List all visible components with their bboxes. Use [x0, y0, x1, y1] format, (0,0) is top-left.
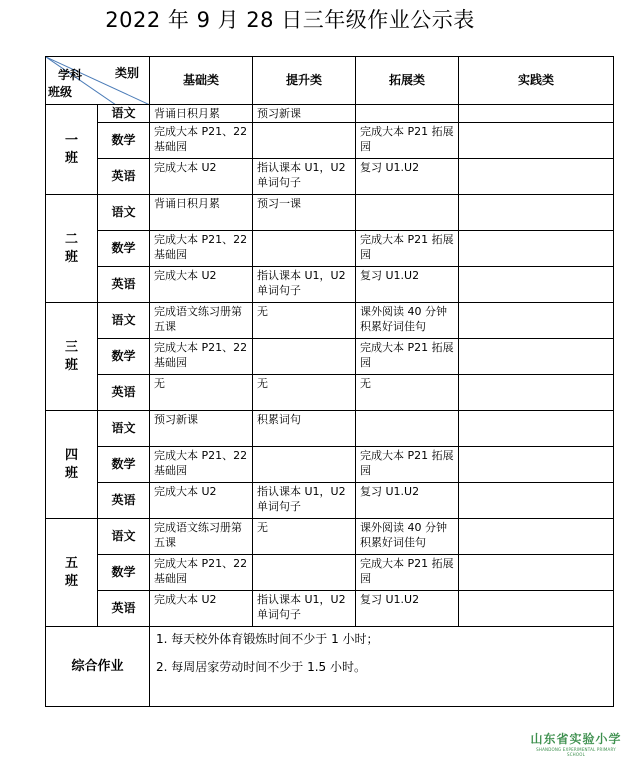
practice-cell — [459, 123, 614, 159]
subject-cell: 语文 — [98, 411, 150, 447]
extend-cell: 复习 U1.U2 — [356, 591, 459, 627]
improve-cell: 指认课本 U1，U2 单词句子 — [253, 159, 356, 195]
table-row — [46, 483, 614, 519]
column-header-practice: 实践类 — [459, 57, 614, 105]
table-row — [46, 591, 614, 627]
column-header-basic: 基础类 — [150, 57, 253, 105]
table-row — [46, 195, 614, 231]
practice-cell — [459, 555, 614, 591]
practice-cell — [459, 339, 614, 375]
basic-cell: 完成语文练习册第五课 — [150, 303, 253, 339]
basic-cell: 完成大本 P21、22 基础园 — [150, 555, 253, 591]
table-row — [46, 375, 614, 411]
logo-name-cn: 山东省实验小学 — [530, 732, 622, 746]
extend-cell: 完成大本 P21 拓展园 — [356, 339, 459, 375]
school-logo — [530, 730, 622, 757]
basic-cell: 预习新课 — [150, 411, 253, 447]
improve-cell: 指认课本 U1，U2 单词句子 — [253, 267, 356, 303]
homework-table — [45, 56, 614, 707]
improve-cell — [253, 339, 356, 375]
subject-cell: 数学 — [98, 123, 150, 159]
table-row — [46, 447, 614, 483]
summary-content — [150, 627, 614, 707]
basic-cell: 完成大本 U2 — [150, 159, 253, 195]
practice-cell — [459, 303, 614, 339]
class-name-cell: 一 班 — [46, 105, 98, 195]
subject-cell: 英语 — [98, 375, 150, 411]
header-diagonal-cell — [46, 57, 150, 105]
subject-cell: 英语 — [98, 159, 150, 195]
column-header-extend: 拓展类 — [356, 57, 459, 105]
summary-label: 综合作业 — [46, 627, 150, 707]
extend-cell — [356, 411, 459, 447]
subject-cell: 英语 — [98, 267, 150, 303]
diag-subject-label: 学科 — [58, 68, 83, 82]
table-row — [46, 231, 614, 267]
practice-cell — [459, 519, 614, 555]
practice-cell — [459, 375, 614, 411]
subject-cell: 语文 — [98, 303, 150, 339]
extend-cell: 完成大本 P21 拓展园 — [356, 123, 459, 159]
logo-name-en: SHANDONG EXPERIMENTAL PRIMARY SCHOOL — [536, 747, 616, 757]
basic-cell: 完成大本 P21、22 基础园 — [150, 339, 253, 375]
extend-cell: 无 — [356, 375, 459, 411]
class-name-cell: 三 班 — [46, 303, 98, 411]
class-name-cell: 五 班 — [46, 519, 98, 627]
basic-cell: 无 — [150, 375, 253, 411]
subject-cell: 英语 — [98, 591, 150, 627]
practice-cell — [459, 105, 614, 123]
subject-cell: 语文 — [98, 519, 150, 555]
diag-class-label: 班级 — [48, 85, 73, 99]
basic-cell: 背诵日积月累 — [150, 195, 253, 231]
subject-cell: 数学 — [98, 447, 150, 483]
class-name-cell: 四 班 — [46, 411, 98, 519]
extend-cell: 复习 U1.U2 — [356, 267, 459, 303]
practice-cell — [459, 447, 614, 483]
improve-cell: 无 — [253, 303, 356, 339]
extend-cell — [356, 105, 459, 123]
extend-cell: 复习 U1.U2 — [356, 483, 459, 519]
practice-cell — [459, 159, 614, 195]
page-title: 2022 年 9 月 28 日三年级作业公示表 — [105, 8, 475, 32]
table-row — [46, 159, 614, 195]
extend-cell: 课外阅读 40 分钟积累好词佳句 — [356, 519, 459, 555]
extend-cell: 完成大本 P21 拓展园 — [356, 447, 459, 483]
table-row — [46, 519, 614, 555]
summary-item: 2. 每周居家劳动时间不少于 1.5 小时。 — [156, 660, 366, 674]
practice-cell — [459, 231, 614, 267]
column-header-improve: 提升类 — [253, 57, 356, 105]
practice-cell — [459, 591, 614, 627]
subject-cell: 语文 — [98, 105, 150, 123]
basic-cell: 完成大本 U2 — [150, 267, 253, 303]
improve-cell: 预习一课 — [253, 195, 356, 231]
table-row — [46, 411, 614, 447]
improve-cell: 积累词句 — [253, 411, 356, 447]
diag-category-label: 类别 — [114, 66, 139, 80]
table-row — [46, 339, 614, 375]
practice-cell — [459, 267, 614, 303]
basic-cell: 完成大本 P21、22 基础园 — [150, 123, 253, 159]
practice-cell — [459, 483, 614, 519]
practice-cell — [459, 195, 614, 231]
subject-cell: 数学 — [98, 339, 150, 375]
basic-cell: 完成大本 P21、22 基础园 — [150, 447, 253, 483]
subject-cell: 数学 — [98, 231, 150, 267]
extend-cell: 复习 U1.U2 — [356, 159, 459, 195]
extend-cell: 课外阅读 40 分钟积累好词佳句 — [356, 303, 459, 339]
extend-cell: 完成大本 P21 拓展园 — [356, 555, 459, 591]
basic-cell: 完成大本 U2 — [150, 483, 253, 519]
table-row — [46, 267, 614, 303]
basic-cell: 背诵日积月累 — [150, 105, 253, 123]
improve-cell — [253, 123, 356, 159]
subject-cell: 英语 — [98, 483, 150, 519]
improve-cell: 指认课本 U1，U2 单词句子 — [253, 591, 356, 627]
table-row — [46, 105, 614, 123]
subject-cell: 语文 — [98, 195, 150, 231]
table-row — [46, 555, 614, 591]
class-name-cell: 二 班 — [46, 195, 98, 303]
extend-cell — [356, 195, 459, 231]
improve-cell — [253, 555, 356, 591]
improve-cell — [253, 231, 356, 267]
basic-cell: 完成大本 U2 — [150, 591, 253, 627]
table-row — [46, 123, 614, 159]
basic-cell: 完成大本 P21、22 基础园 — [150, 231, 253, 267]
improve-cell: 指认课本 U1，U2 单词句子 — [253, 483, 356, 519]
improve-cell — [253, 447, 356, 483]
table-row — [46, 303, 614, 339]
table-body — [46, 105, 614, 627]
improve-cell: 无 — [253, 519, 356, 555]
summary-item: 1. 每天校外体育锻炼时间不少于 1 小时； — [156, 632, 379, 646]
subject-cell: 数学 — [98, 555, 150, 591]
improve-cell: 预习新课 — [253, 105, 356, 123]
extend-cell: 完成大本 P21 拓展园 — [356, 231, 459, 267]
improve-cell: 无 — [253, 375, 356, 411]
basic-cell: 完成语文练习册第五课 — [150, 519, 253, 555]
practice-cell — [459, 411, 614, 447]
